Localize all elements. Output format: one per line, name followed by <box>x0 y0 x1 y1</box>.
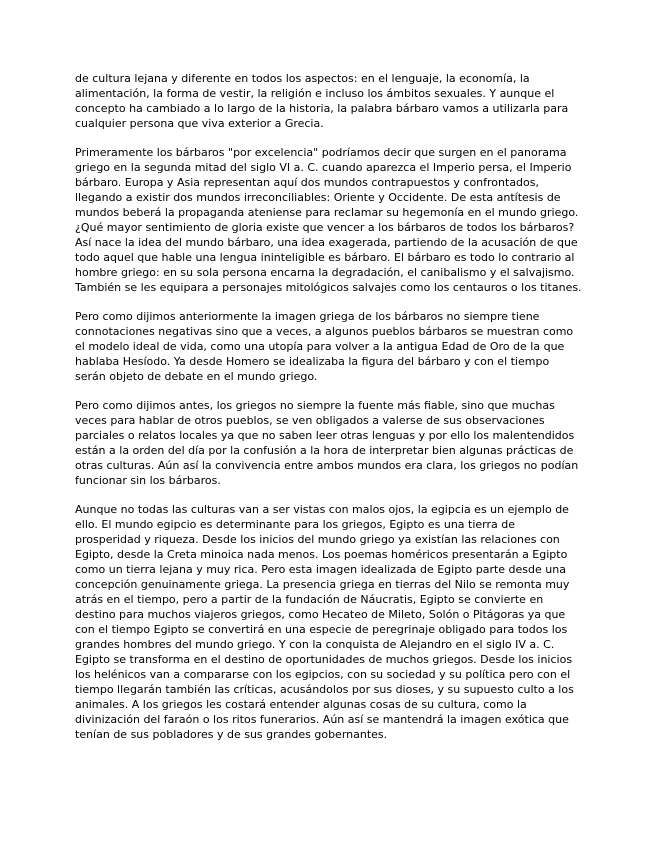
paragraph: Primeramente los bárbaros "por excelencia" podríamos decir que surgen en el panorama griego en la segunda mitad del siglo VI a. C. cuando aparezca el Imperio persa, el Imperio bárbaro. Europa y Asia representan aquí dos mundos contrapuestos y confrontados, llegando a existir dos mundos irreconciliables: Oriente y Occidente. De esta antítesis de mundos beberá la propaganda ateniense para reclamar su hegemonía en el mundo griego. ¿Qué mayor sentimiento de gloria existe que vencer a los bárbaros de todos los bárbaros? Así nace la idea del mundo bárbaro, una idea exagerada, partiendo de la acusación de que todo aquel que hable una lengua ininteligible es bárbaro. El bárbaro es todo lo contrario al hombre griego: en su sola persona encarna la degradación, el canibalismo y el salvajismo. También se les equipara a personajes mitológicos salvajes como los centauros o los titanes. <box>75 146 582 294</box>
paragraph: Pero como dijimos anteriormente la imagen griega de los bárbaros no siempre tiene connotaciones negativas sino que a veces, a algunos pueblos bárbaros se muestran como el modelo ideal de vida, como una utopía para volver a la antigua Edad de Oro de la que hablaba Hesíodo. Ya desde Homero se idealizaba la figura del bárbaro y con el tiempo serán objeto de debate en el mundo griego. <box>75 310 574 383</box>
paragraph: Aunque no todas las culturas van a ser vistas con malos ojos, la egipcia es un ejemplo de ello. El mundo egipcio es determinante para los griegos, Egipto es una tierra de prosperidad y riqueza. Desde los inicios del mundo griego ya existían las relaciones con Egipto, desde la Creta minoica nada menos. Los poemas homéricos presentarán a Egipto como un tierra lejana y muy rica. Pero esta imagen idealizada de Egipto parte desde una concepción genuinamente griega. La presencia griega en tierras del Nilo se remonta muy atrás en el tiempo, pero a partir de la fundación de Náucratis, Egipto se convierte en destino para muchos viajeros griegos, como Hecateo de Mileto, Solón o Pitágoras ya que con el tiempo Egipto se convertirá en una especie de peregrinaje obligado para todos los grandes hombres del mundo griego. Y con la conquista de Alejandro en el siglo IV a. C. Egipto se transforma en el destino de oportunidades de muchos griegos. Desde los inicios los helénicos van a compararse con los egipcios, con su sociedad y su política pero con el tiempo llegarán también las críticas, acusándolos por sus dioses, y su supuesto culto a los animales. A los griegos les costará entender algunas cosas de su cultura, como la divinización del faraón o los ritos funerarios. Aún así se mantendrá la imagen exótica que tenían de sus pobladores y de sus grandes gobernantes. <box>75 503 574 741</box>
paragraph: de cultura lejana y diferente en todos los aspectos: en el lenguaje, la economía, la alimentación, la forma de vestir, la religión e incluso los ámbitos sexuales. Y aunque el concepto ha cambiado a lo largo de la historia, la palabra bárbaro vamos a utilizarla para cualquier persona que viva exterior a Grecia. <box>75 72 569 130</box>
paragraph: Pero como dijimos antes, los griegos no siempre la fuente más fiable, sino que muchas veces para hablar de otros pueblos, se ven obligados a valerse de sus observaciones parciales o relatos locales ya que no saben leer otras lenguas y por ello los malentendidos están a la orden del día por la confusión a la hora de interpretar bien algunas prácticas de otras culturas. Aún así la convivencia entre ambos mundos era clara, los griegos no podían funcionar sin los bárbaros. <box>75 399 579 487</box>
